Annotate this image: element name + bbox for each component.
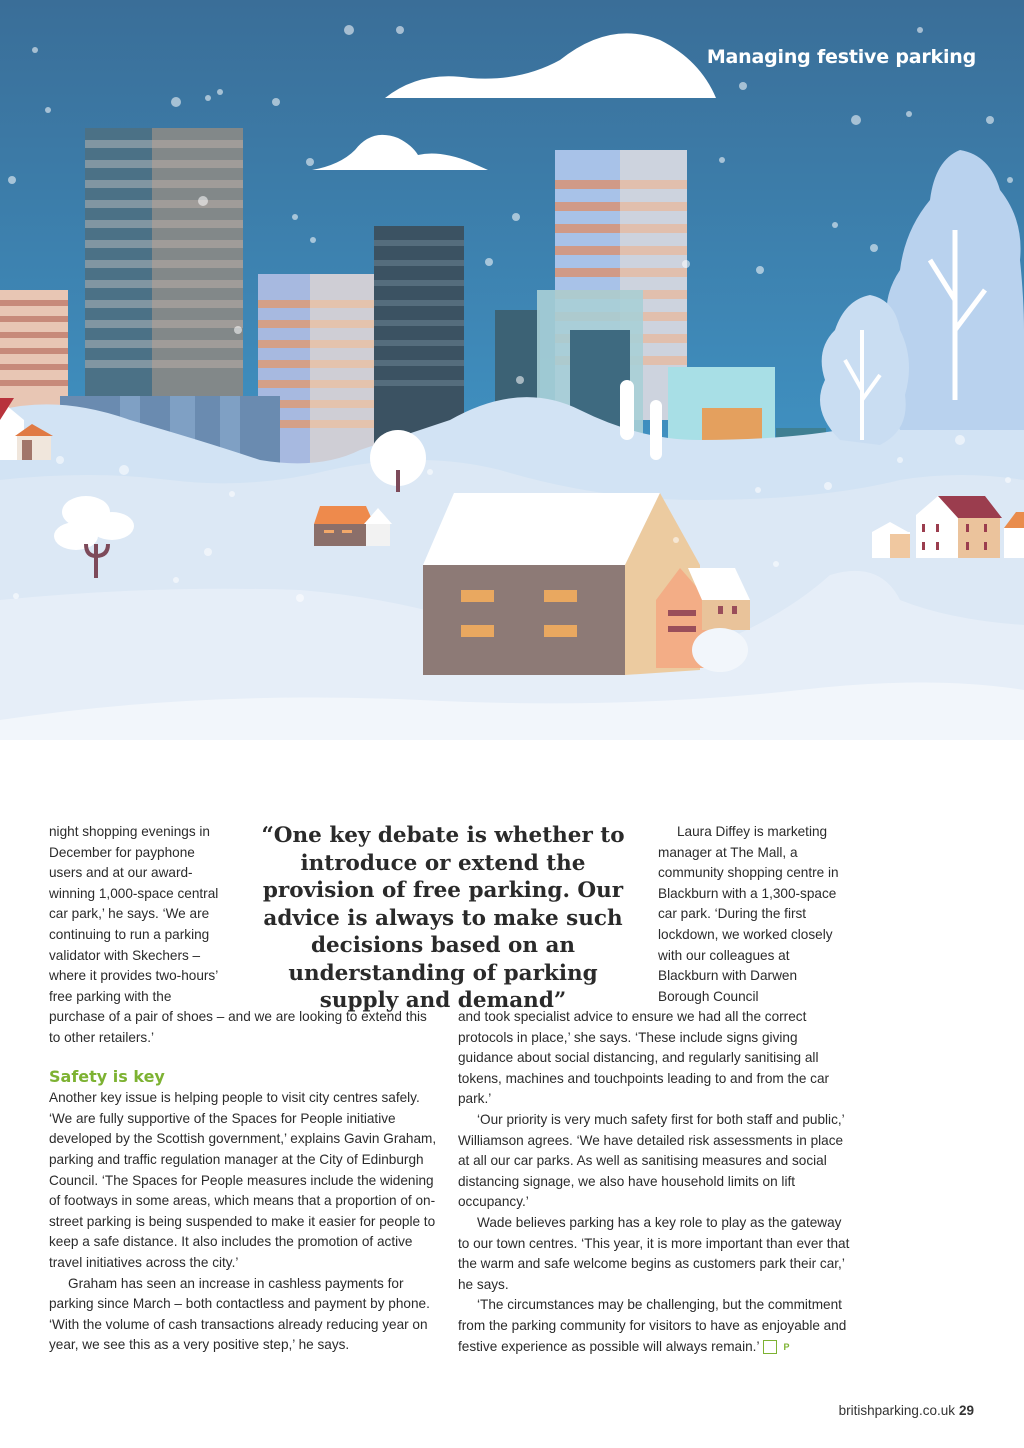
paragraph-williamson: ‘Our priority is very much safety first for both staff and public,’ Williamson agrees. ‘We have detailed risk assessments in place at all our car parks. As well as sanitising measures and social distancing signage, we also have household limits on lift occupancy.’ <box>458 1111 845 1210</box>
paragraph-diffey-continued: and took specialist advice to ensure we had all the correct protocols in place,’ she says. ‘These include signs giving guidance about social distancing, and regularly sanitising all tokens, machines and touchpoints leading to and from the car park.’ <box>458 1009 830 1107</box>
footer-site: britishparking.co.uk <box>838 1403 955 1418</box>
subheading-safety: Safety is key <box>49 1067 165 1087</box>
section-title: Managing festive parking <box>706 46 976 68</box>
left-column <box>49 1007 441 1356</box>
paragraph-left-intro: night shopping evenings in December for payphone users and at our award-winning 1,000-space central car park,’ he says. ‘We are continuing to run a parking validator with Skechers – where it provides two-hours’ free parking with the <box>49 824 219 1004</box>
paragraph-graham: Graham has seen an increase in cashless payments for parking since March – both contactless and payment by phone. ‘With the volume of cash transactions already reducing year on year, we see this as a very positive step,’ he says. <box>49 1275 430 1353</box>
right-column <box>458 1007 853 1357</box>
paragraph-wade: Wade believes parking has a key role to play as the gateway to our town centres. ‘This year, it is more important than ever that the warm and safe welcome begins as customers park their car,’ he says. <box>458 1214 850 1292</box>
house-small-mid-icon <box>314 506 392 546</box>
page-footer <box>839 1403 974 1418</box>
parking-end-icon: P <box>763 1340 777 1354</box>
left-column-top <box>49 822 229 1007</box>
paragraph-final <box>458 1295 853 1357</box>
paragraph-diffey: Laura Diffey is marketing manager at The Mall, a community shopping centre in Blackburn with a 1,300-space car park. ‘During the first lockdown, we worked closely with our colleagues at Blackburn with Darwen Borough Council <box>658 824 839 1004</box>
right-column-top <box>658 822 843 1007</box>
skyscraper-left <box>85 128 243 428</box>
pull-quote: “One key debate is whether to introduce or extend the provision of free parking. Our advice is always to make such decisions based on an understanding of parking supply and demand” <box>261 823 625 1013</box>
page-number: 29 <box>958 1403 974 1418</box>
paragraph-final-text: ‘The circumstances may be challenging, but the commitment from the parking community for visitors to have as enjoyable and festive experience as possible will always remain.’ <box>458 1297 847 1354</box>
paragraph-safety: Another key issue is helping people to visit city centres safely. ‘We are fully supportive of the Spaces for People initiative developed by the Scottish government,’ explains Gavin Graham, parking and traffic regulation manager at the City of Edinburgh Council. ‘The Spaces for People measures include the widening of footways in some areas, which means that a proportion of on-street parking is being suspended to make it easier for people to keep a safe distance. It also includes the promotion of active travel initiatives across the city.’ <box>49 1090 437 1270</box>
paragraph-left-continued: purchase of a pair of shoes – and we are looking to extend this to other retailers.’ <box>49 1009 427 1045</box>
